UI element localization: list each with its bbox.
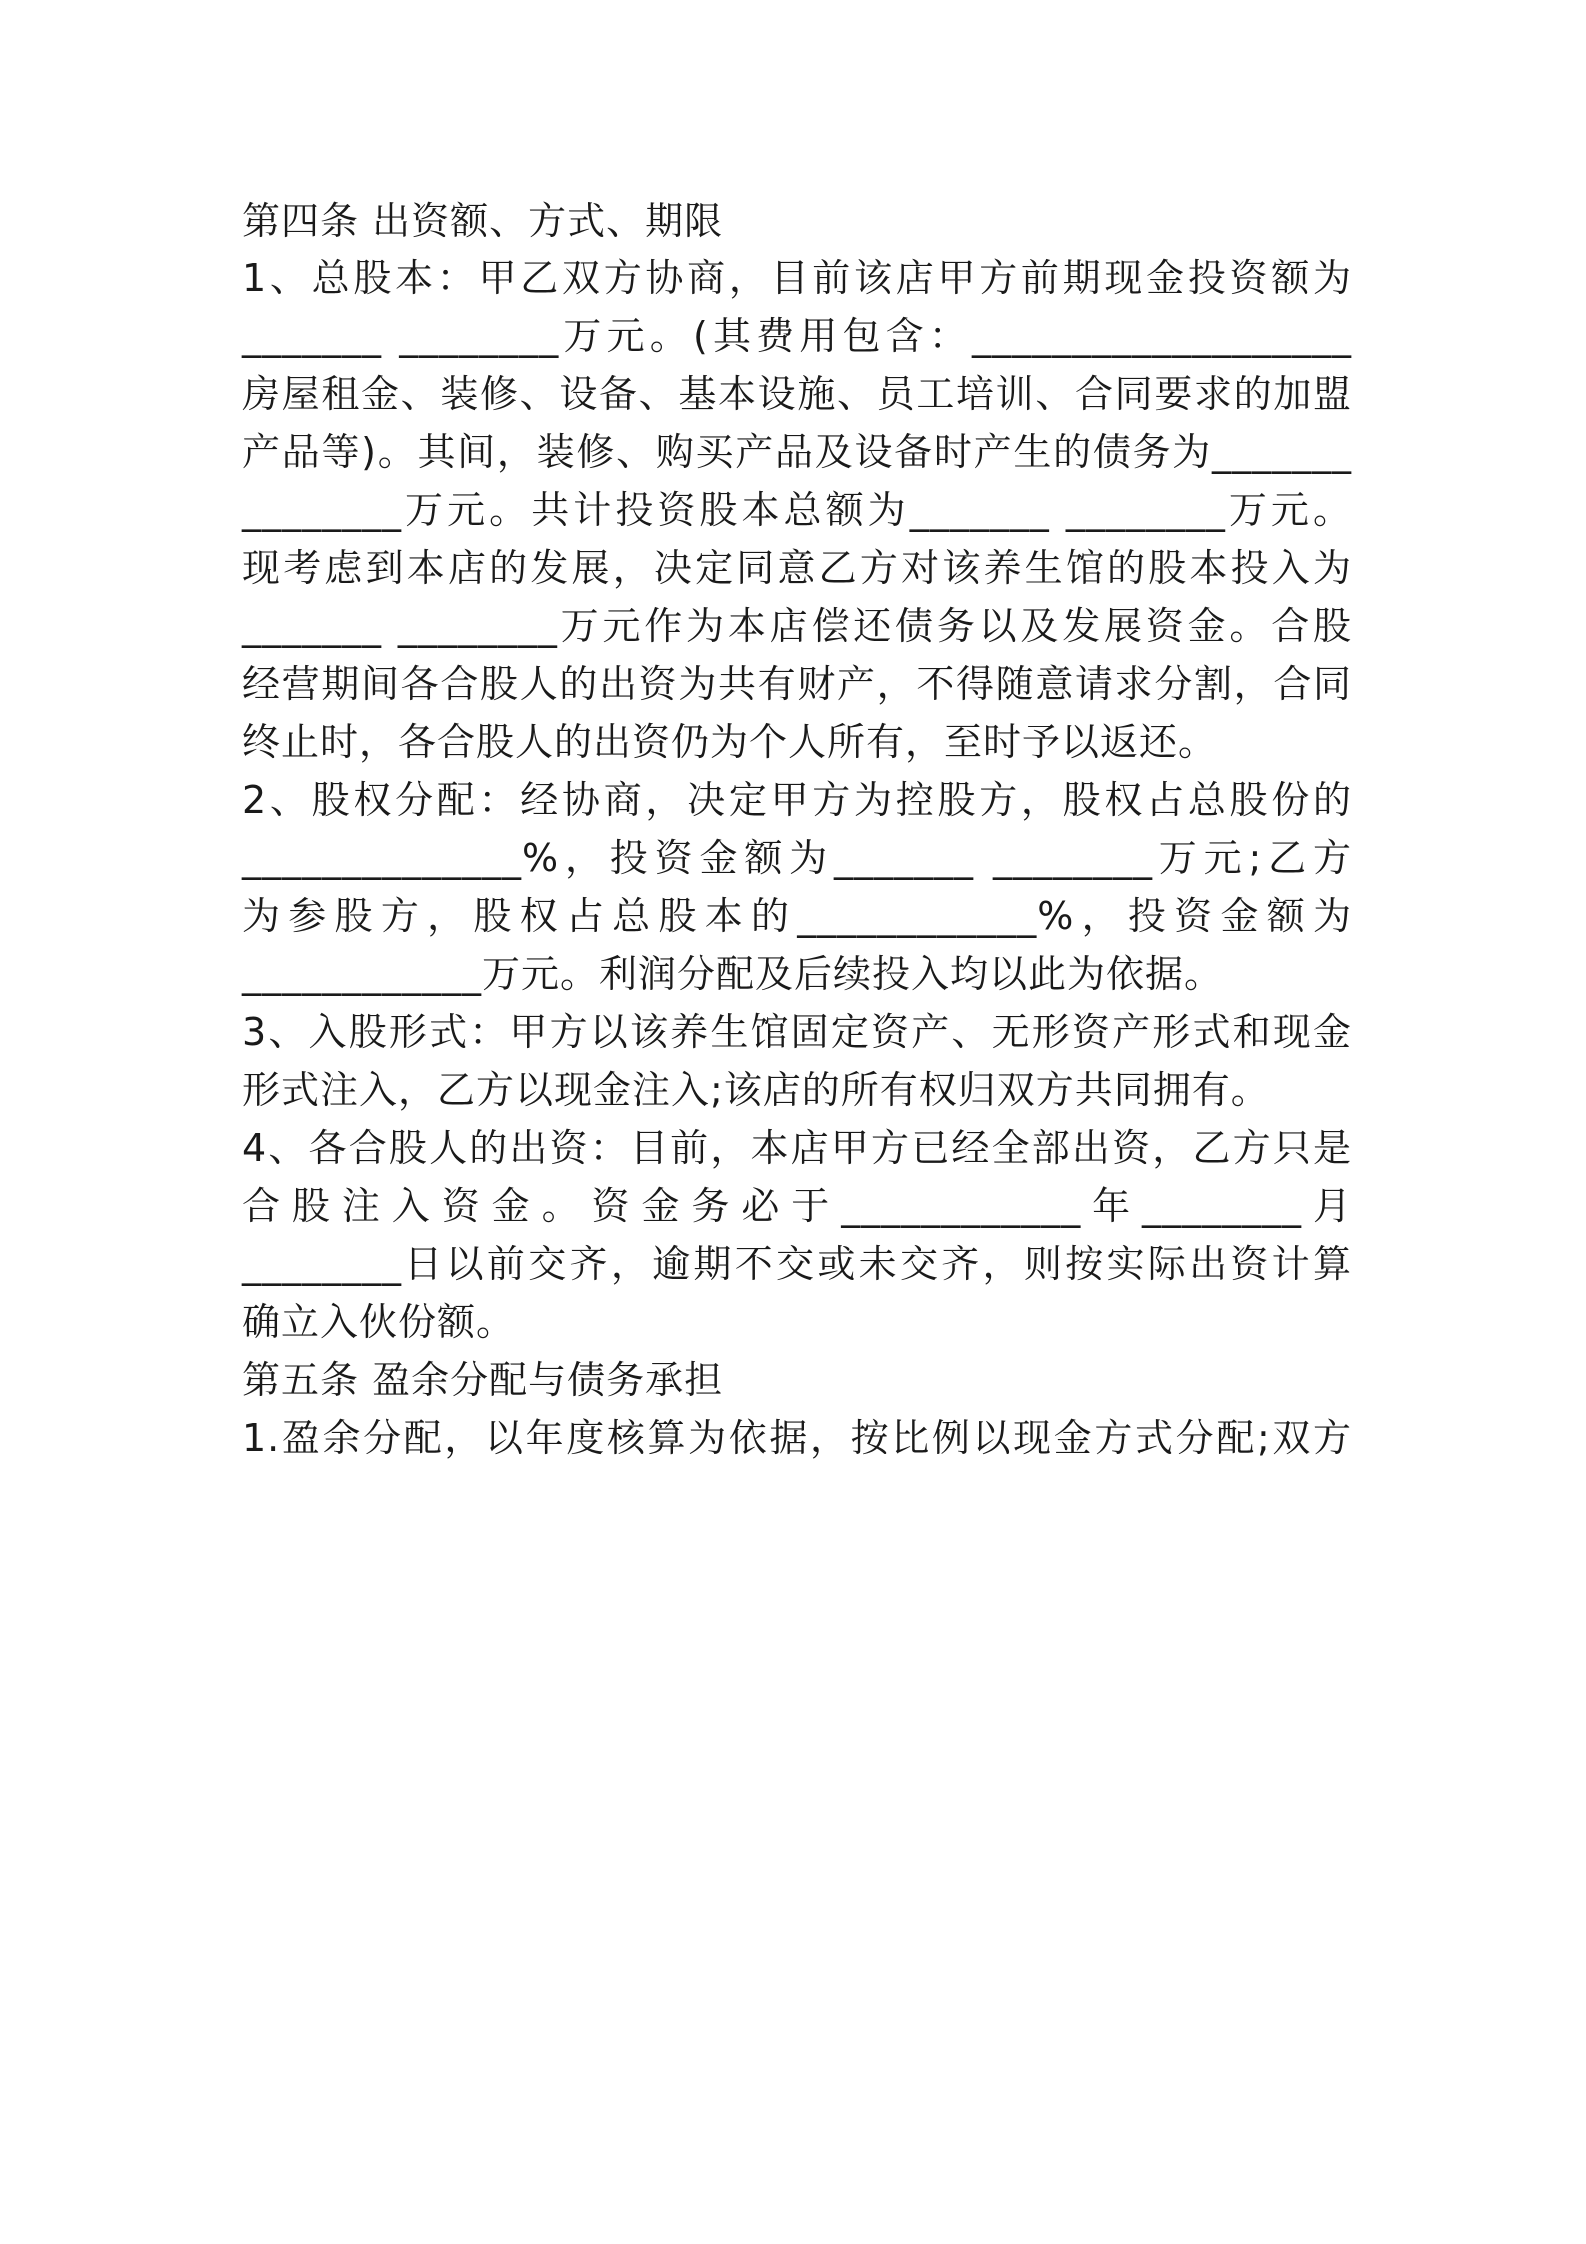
article5-title: 第五条 盈余分配与债务承担 xyxy=(242,1358,724,1402)
clause3-line1: 3、入股形式：甲方以该养生馆固定资产、无形资产形式和现金 xyxy=(242,1010,1352,1054)
clause1-line6: 现考虑到本店的发展，决定同意乙方对该养生馆的股本投入为 xyxy=(242,546,1352,590)
clause1-line3: 房屋租金、装修、设备、基本设施、员工培训、合同要求的加盟 xyxy=(242,372,1352,416)
clause2-line3: 为参股方，股权占总股本的____________%，投资金额为 xyxy=(242,894,1352,938)
clause1-line9: 终止时，各合股人的出资仍为个人所有，至时予以返还。 xyxy=(242,720,1218,764)
clause4-line1: 4、各合股人的出资：目前，本店甲方已经全部出资，乙方只是 xyxy=(242,1126,1352,1170)
clause1-line5: ________万元。共计投资股本总额为_______ ________万元。 xyxy=(242,488,1352,532)
clause4-line3: ________日以前交齐，逾期不交或未交齐，则按实际出资计算 xyxy=(242,1242,1352,1286)
clause2-line2: ______________%，投资金额为_______ ________万元;乙方 xyxy=(242,836,1352,880)
clause3-line2: 形式注入，乙方以现金注入;该店的所有权归双方共同拥有。 xyxy=(242,1068,1270,1112)
clause1-line8: 经营期间各合股人的出资为共有财产，不得随意请求分割，合同 xyxy=(242,662,1352,706)
clause2-line4: ____________万元。利润分配及后续投入均以此为依据。 xyxy=(242,952,1224,996)
clause4-line2: 合股注入资金。资金务必于____________年________月 xyxy=(242,1184,1352,1228)
clause1-line7: _______ ________万元作为本店偿还债务以及发展资金。合股 xyxy=(242,604,1352,648)
clause2-line1: 2、股权分配：经协商，决定甲方为控股方，股权占总股份的 xyxy=(242,778,1352,822)
clause1-line4: 产品等)。其间，装修、购买产品及设备时产生的债务为_______ xyxy=(242,430,1352,474)
clause1-line2: _______ ________万元。(其费用包含：___________________ xyxy=(242,314,1352,358)
clause4-line4: 确立入伙份额。 xyxy=(242,1300,516,1344)
article5-clause1-line1: 1.盈余分配，以年度核算为依据，按比例以现金方式分配;双方 xyxy=(242,1416,1352,1460)
clause1-line1: 1、总股本：甲乙双方协商，目前该店甲方前期现金投资额为 xyxy=(242,256,1352,300)
article4-title: 第四条 出资额、方式、期限 xyxy=(242,199,724,243)
